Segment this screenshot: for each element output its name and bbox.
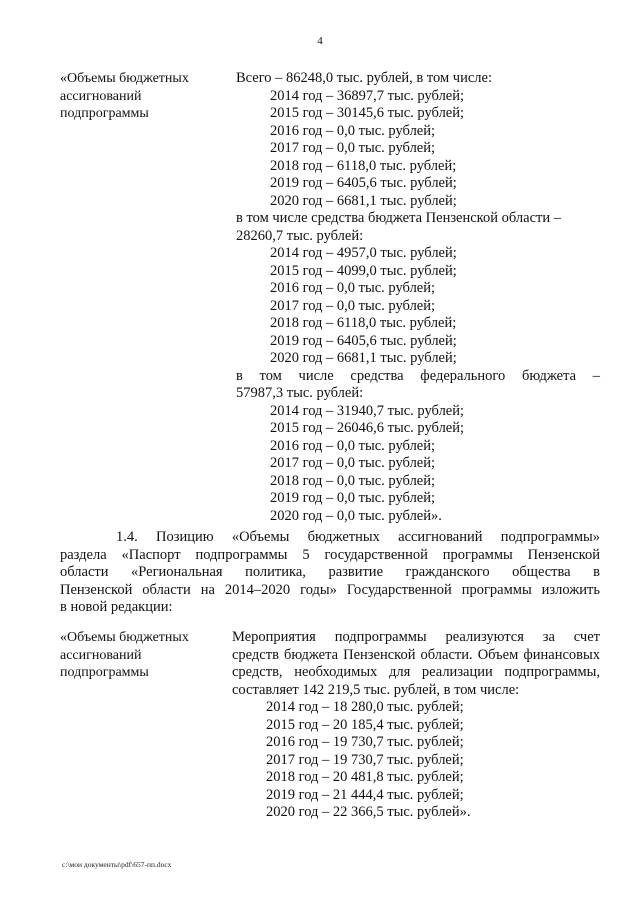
regional-heading-line: в том числе средства бюджета Пензенской области –: [236, 210, 561, 226]
regional-year-line: 2018 год – 6118,0 тыс. рублей;: [270, 315, 457, 331]
year-line: 2018 год – 20 481,8 тыс. рублей;: [266, 769, 464, 785]
label-line: «Объемы бюджетных: [60, 71, 189, 86]
amendment-line: раздела «Паспорт подпрограммы 5 государственной программы Пензенской: [60, 546, 600, 563]
label-line: «Объемы бюджетных: [60, 630, 189, 645]
regional-year-line: 2014 год – 4957,0 тыс. рублей;: [270, 245, 457, 261]
total-year-line: 2017 год – 0,0 тыс. рублей;: [270, 140, 436, 156]
page-number: 4: [317, 35, 323, 47]
amendment-paragraph: [60, 529, 600, 617]
federal-year-line: 2020 год – 0,0 тыс. рублей».: [270, 507, 442, 524]
year-line: 2015 год – 20 185,4 тыс. рублей;: [266, 716, 464, 733]
total-year-line: 2014 год – 36897,7 тыс. рублей;: [270, 87, 465, 104]
total-year-line: 2016 год – 0,0 тыс. рублей;: [270, 122, 436, 139]
description-line: средств бюджета Пензенской области. Объем финансовых: [232, 646, 600, 663]
federal-year-line: 2014 год – 31940,7 тыс. рублей;: [270, 402, 465, 419]
description-line: составляет 142 219,5 тыс. рублей, в том числе:: [232, 681, 520, 698]
regional-heading-line: 28260,7 тыс. рублей:: [236, 227, 364, 244]
footer-file-path: c:\мои документы\pdf\657-пп.docx: [62, 860, 172, 869]
amendment-line: области «Региональная политика, развитие гражданского общества в: [60, 564, 600, 580]
federal-heading-line: 57987,3 тыс. рублей:: [236, 385, 364, 401]
amendment-line: Пензенской области на 2014–2020 годы» Государственной программы изложить: [60, 581, 600, 598]
federal-year-line: 2015 год – 26046,6 тыс. рублей;: [270, 420, 465, 436]
year-line: 2016 год – 19 730,7 тыс. рублей;: [266, 734, 464, 750]
federal-year-line: 2017 год – 0,0 тыс. рублей;: [270, 455, 436, 471]
amendment-line: в новой редакции:: [60, 599, 173, 615]
label-line: ассигнований: [60, 647, 142, 663]
year-line: 2014 год – 18 280,0 тыс. рублей;: [266, 699, 464, 715]
federal-year-line: 2018 год – 0,0 тыс. рублей;: [270, 472, 436, 489]
label-line: подпрограммы: [60, 106, 149, 121]
federal-heading-line: в том числе средства федерального бюджета –: [236, 367, 600, 384]
federal-year-line: 2016 год – 0,0 тыс. рублей;: [270, 437, 436, 454]
year-line: 2020 год – 22 366,5 тыс. рублей».: [266, 804, 471, 820]
total-year-line: 2019 год – 6405,6 тыс. рублей;: [270, 175, 457, 191]
regional-year-line: 2020 год – 6681,1 тыс. рублей;: [270, 350, 457, 366]
total-year-line: 2020 год – 6681,1 тыс. рублей;: [270, 192, 457, 209]
passport-2-label: [60, 629, 220, 682]
label-line: подпрограммы: [60, 665, 149, 680]
regional-year-line: 2015 год – 4099,0 тыс. рублей;: [270, 262, 457, 279]
total-year-line: 2018 год – 6118,0 тыс. рублей;: [270, 157, 457, 174]
year-line: 2017 год – 19 730,7 тыс. рублей;: [266, 751, 464, 768]
total-year-line: 2015 год – 30145,6 тыс. рублей;: [270, 105, 465, 121]
description-line: средств, необходимых для реализации подпрограммы,: [232, 664, 600, 680]
regional-year-line: 2016 год – 0,0 тыс. рублей;: [270, 280, 436, 296]
amendment-line: 1.4. Позицию «Объемы бюджетных ассигнований подпрограммы»: [116, 529, 600, 545]
label-line: ассигнований: [60, 88, 142, 104]
passport-2-values: [232, 629, 600, 822]
regional-year-line: 2017 год – 0,0 тыс. рублей;: [270, 297, 436, 314]
regional-year-line: 2019 год – 6405,6 тыс. рублей;: [270, 332, 457, 349]
passport-1-label: [60, 70, 220, 123]
description-line: Мероприятия подпрограммы реализуются за счет: [232, 629, 600, 645]
federal-year-line: 2019 год – 0,0 тыс. рублей;: [270, 490, 436, 506]
passport-1-values: [236, 70, 600, 525]
year-line: 2019 год – 21 444,4 тыс. рублей;: [266, 786, 464, 803]
total-line: Всего – 86248,0 тыс. рублей, в том числе:: [236, 70, 492, 86]
